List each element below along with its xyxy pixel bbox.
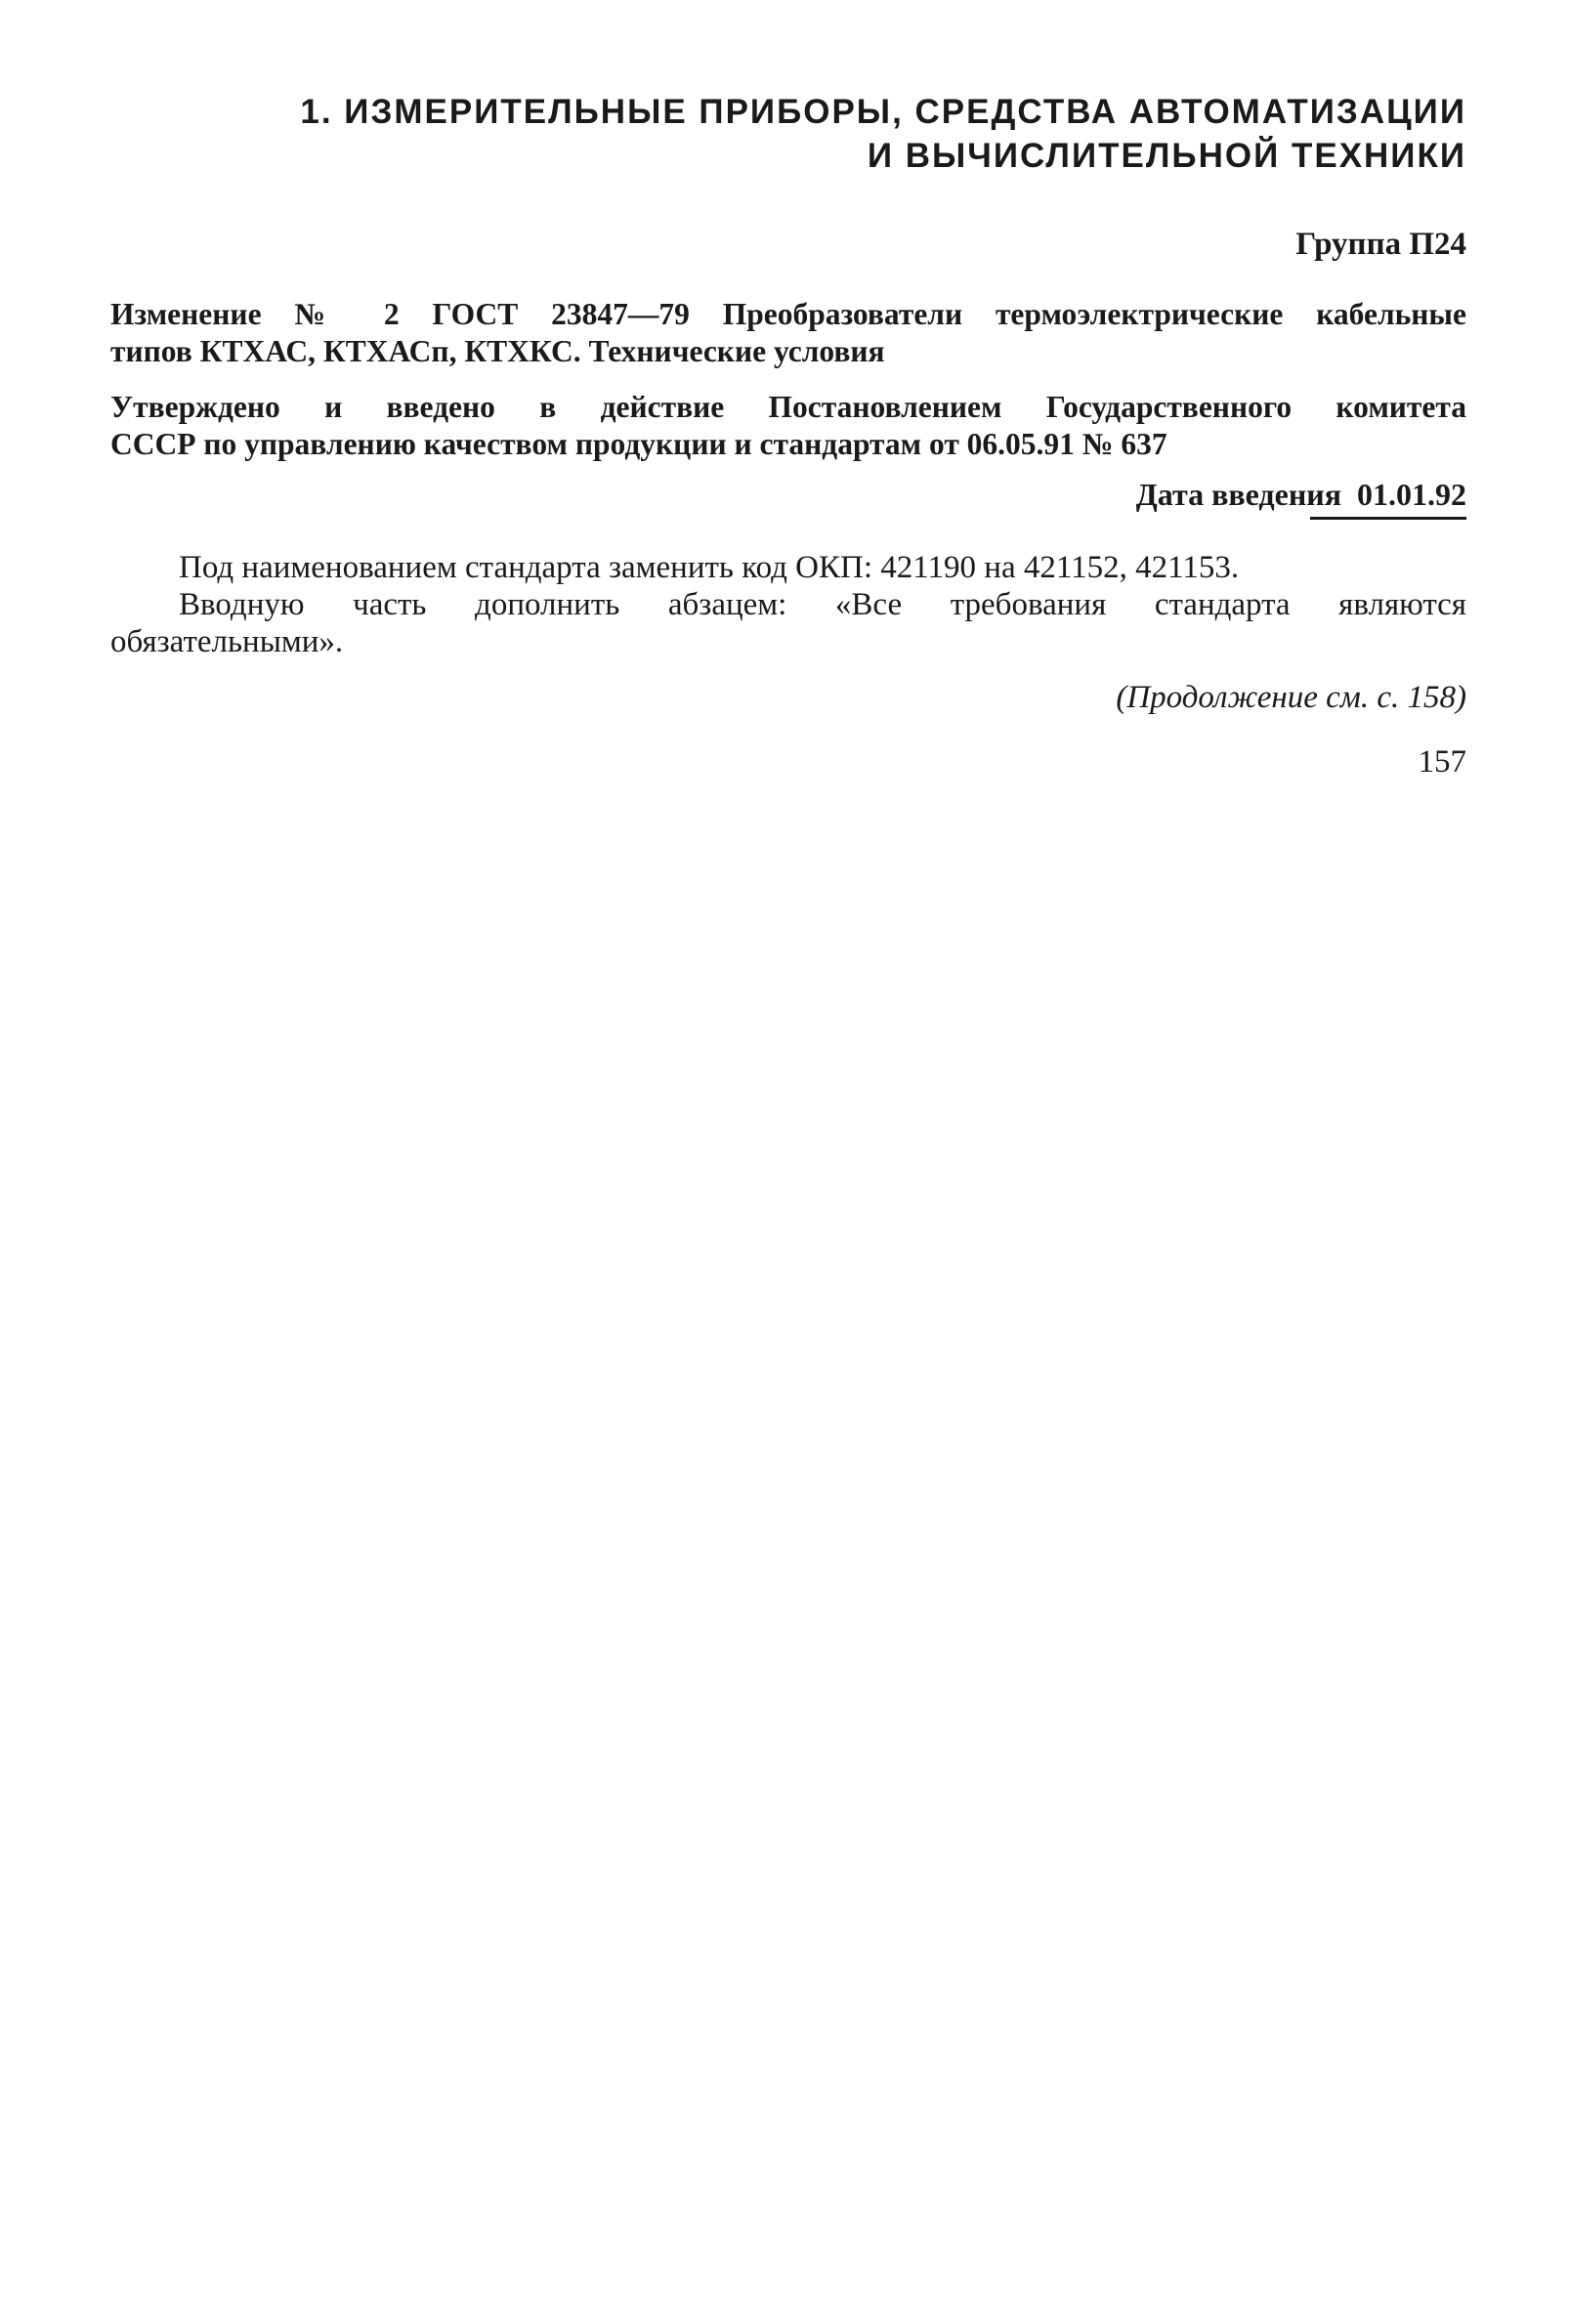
continuation-note: (Продолжение см. с. 158) bbox=[1116, 680, 1466, 715]
approval-statement bbox=[110, 389, 1466, 463]
effective-date-label: Дата введения bbox=[1135, 477, 1341, 512]
group-label: Группа П24 bbox=[1295, 227, 1466, 262]
change-title-line-1: Изменение № 2 ГОСТ 23847—79 Преобразователи термоэлектрические кабельные bbox=[110, 297, 1466, 331]
section-heading bbox=[300, 90, 1466, 178]
change-title-line-2: типов КТХАС, КТХАСп, КТХКС. Технические условия bbox=[110, 334, 885, 368]
page-number: 157 bbox=[1418, 744, 1466, 780]
body-paragraph-2 bbox=[110, 586, 1466, 660]
paragraph-2-line-2: обязательными». bbox=[110, 624, 344, 659]
approval-line-2: СССР по управлению качеством продукции и стандартам от 06.05.91 № 637 bbox=[110, 427, 1167, 461]
effective-date bbox=[1136, 477, 1466, 513]
change-title bbox=[110, 296, 1466, 370]
section-heading-line-1: 1. ИЗМЕРИТЕЛЬНЫЕ ПРИБОРЫ, СРЕДСТВА АВТОМАТИЗАЦИИ bbox=[300, 93, 1466, 131]
date-underline bbox=[1310, 517, 1466, 520]
approval-line-1: Утверждено и введено в действие Постановлением Государственного комитета bbox=[110, 390, 1466, 424]
paragraph-1-text: Под наименованием стандарта заменить код ОКП: 421190 на 421152, 421153. bbox=[179, 550, 1240, 585]
paragraph-2-line-1: Вводную часть дополнить абзацем: «Все требования стандарта являются bbox=[179, 587, 1466, 622]
effective-date-value: 01.01.92 bbox=[1357, 477, 1466, 512]
section-heading-line-2: И ВЫЧИСЛИТЕЛЬНОЙ ТЕХНИКИ bbox=[867, 137, 1466, 175]
body-paragraph-1 bbox=[110, 549, 1466, 586]
